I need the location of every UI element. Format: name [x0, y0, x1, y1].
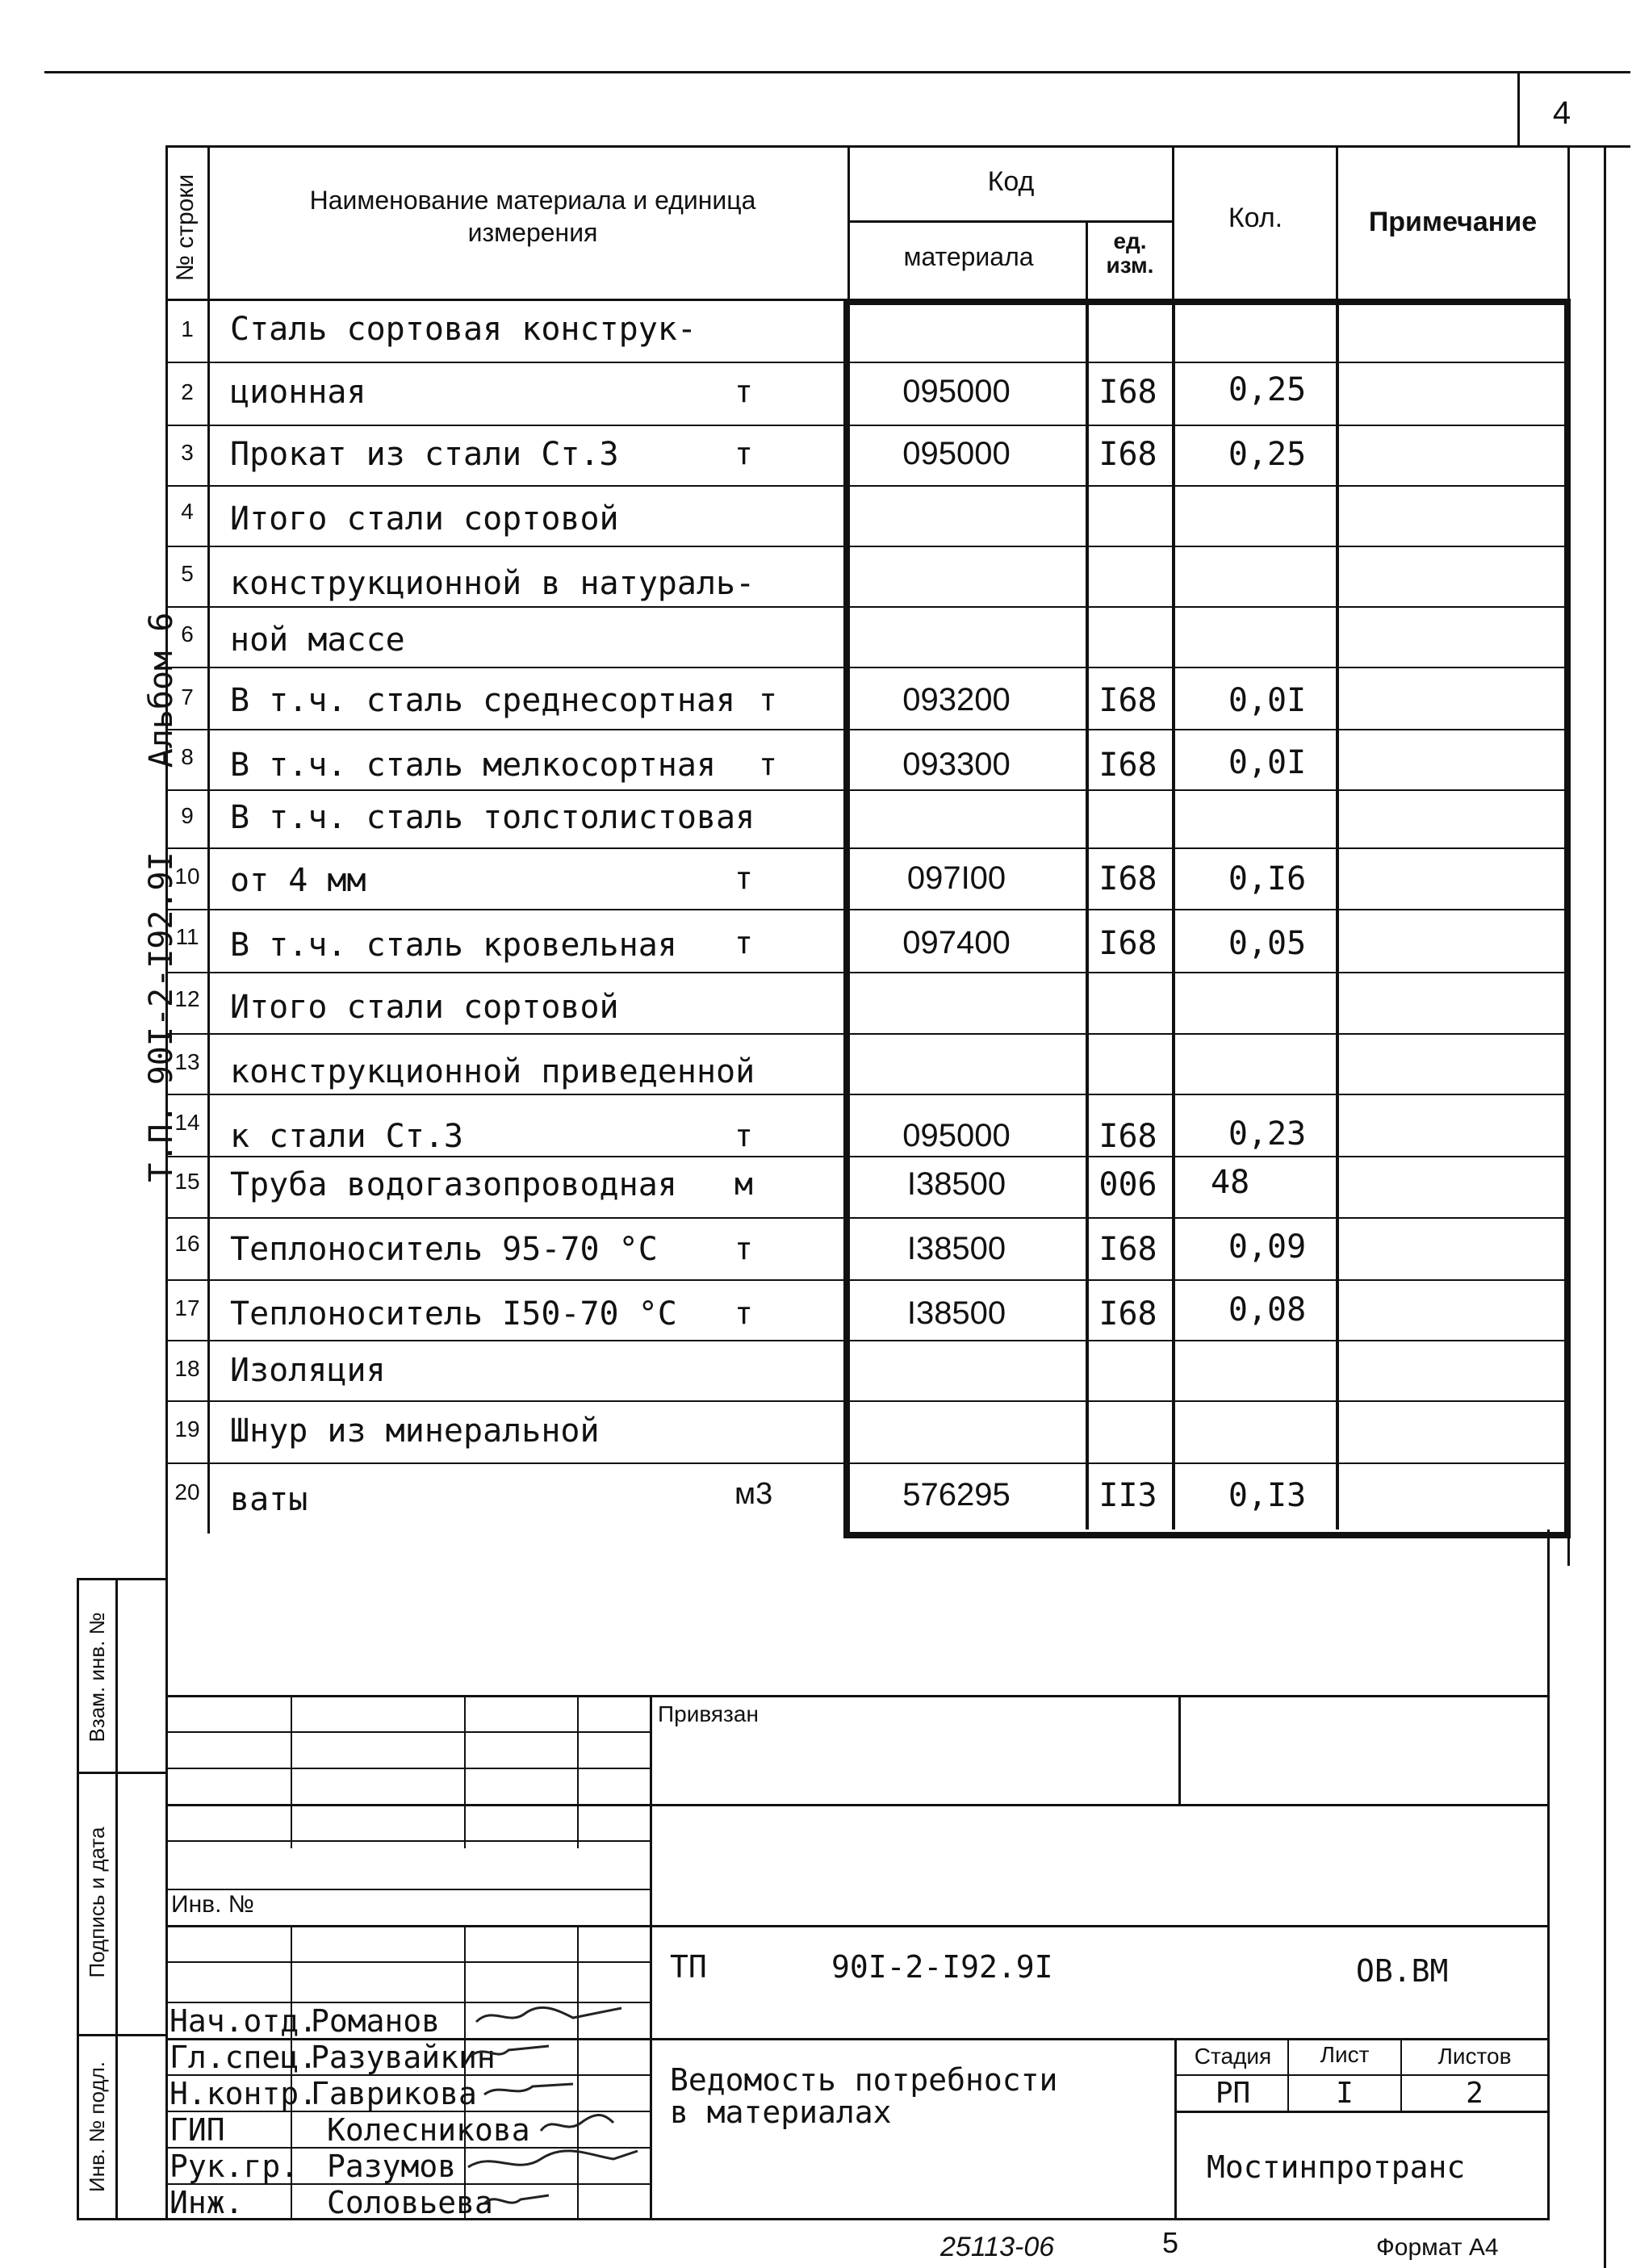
data-col-unitcode	[1086, 299, 1089, 1529]
stage-label: Стадия	[1194, 2044, 1272, 2069]
row-unit-code: I68	[1098, 860, 1157, 898]
row-line	[165, 667, 1566, 668]
row-name: Итого стали сортовой	[230, 500, 619, 538]
row-line	[165, 972, 1566, 973]
footer-number: 5	[1162, 2226, 1179, 2259]
data-col-qty	[1172, 299, 1175, 1529]
role-name: Колесникова	[327, 2112, 530, 2148]
row-unit: т	[734, 1231, 753, 1266]
row-qty: 0,I3	[1228, 1477, 1307, 1514]
row-unit: т	[734, 1118, 753, 1153]
row-number: 5	[181, 561, 194, 586]
row-number: 9	[181, 803, 194, 828]
stage-value: РП	[1215, 2077, 1251, 2110]
row-number: 3	[181, 440, 194, 465]
row-name: от 4 мм	[230, 862, 366, 899]
row-name: ной массе	[230, 621, 405, 659]
side-stamp-top	[77, 1578, 167, 1580]
row-line	[165, 1217, 1566, 1219]
row-unit: т	[734, 925, 753, 960]
row-name: Итого стали сортовой	[230, 989, 619, 1026]
footer-format: Формат А4	[1376, 2234, 1499, 2261]
signature-solovyova	[484, 2195, 549, 2203]
project-label: Т.П. 90I-2-I92.9I	[143, 852, 180, 1182]
signature-kolesnikova	[541, 2115, 613, 2131]
row-unit-code: II3	[1098, 1477, 1157, 1514]
col-name-divider	[847, 145, 850, 307]
stamp-line	[1174, 2074, 1550, 2076]
role-label: Инж.	[169, 2185, 244, 2220]
row-unit-code: I68	[1098, 436, 1157, 473]
row-code: 576295	[902, 1477, 1011, 1513]
row-number: 12	[174, 986, 200, 1011]
stamp-line	[1174, 2111, 1550, 2113]
row-line	[165, 1094, 1566, 1095]
page-number-box-left	[1517, 71, 1520, 148]
row-unit-code: I68	[1098, 747, 1157, 784]
row-name: В т.ч. сталь среднесортная	[230, 682, 736, 719]
row-line	[165, 789, 1566, 791]
row-qty: 0,25	[1228, 436, 1307, 473]
frame-right	[1604, 148, 1606, 2268]
row-unit: т	[734, 1295, 753, 1331]
row-line	[165, 1156, 1566, 1157]
row-unit: т	[759, 747, 777, 782]
signature-razuvaykin	[468, 2046, 549, 2058]
row-code: 097400	[902, 925, 1011, 960]
row-number: 20	[174, 1479, 200, 1504]
footer-code: 25113-06	[940, 2232, 1055, 2262]
header-name: Наименование материала и единица измерения	[309, 186, 756, 247]
stamp-vline	[650, 1695, 652, 2220]
row-number: 1	[181, 316, 194, 341]
header-code: Код	[987, 166, 1035, 197]
row-name: В т.ч. сталь кровельная	[230, 927, 677, 964]
row-qty: 0,I6	[1228, 860, 1307, 898]
row-unit-code: I68	[1098, 374, 1157, 411]
row-line	[165, 1340, 1566, 1341]
header-code-material: материала	[903, 242, 1034, 271]
role-name: Соловьева	[327, 2185, 493, 2220]
doc-mark: ОВ.ВМ	[1356, 1953, 1449, 1989]
organization: Мостинпротранс	[1207, 2149, 1466, 2185]
row-code: 093200	[902, 682, 1011, 718]
row-unit-code: 006	[1098, 1166, 1157, 1203]
row-name: В т.ч. сталь мелкосортная	[230, 747, 717, 784]
row-line	[165, 546, 1566, 547]
stamp-frame-left	[165, 1525, 168, 2220]
stamp-vline	[1178, 1695, 1181, 1806]
role-name: Разумов	[327, 2149, 457, 2184]
role-label: Н.контр.	[169, 2076, 318, 2111]
role-label: Нач.отд.	[169, 2003, 318, 2039]
header-qty: Кол.	[1228, 203, 1283, 233]
row-line	[165, 1279, 1566, 1281]
signature-romanov	[476, 2007, 621, 2022]
role-label: Рук.гр.	[169, 2149, 299, 2184]
role-label: Гл.спец.	[169, 2040, 318, 2075]
row-name: Теплоноситель 95-70 °С	[230, 1231, 658, 1268]
row-unit: т	[734, 436, 753, 471]
page-number: 4	[1552, 95, 1571, 131]
stamp-vline	[577, 1695, 579, 1848]
row-code: 095000	[902, 436, 1011, 471]
stamp-line	[165, 1925, 1550, 1927]
row-number: 8	[181, 744, 194, 769]
row-number: 18	[174, 1356, 200, 1381]
row-unit-code: I68	[1098, 925, 1157, 962]
row-number: 13	[174, 1049, 200, 1074]
table-top	[165, 145, 1570, 148]
stamp-vline	[291, 1695, 292, 1848]
signature-gavrikova	[484, 2084, 573, 2094]
sheet-value: I	[1336, 2077, 1354, 2110]
header-note: Примечание	[1368, 207, 1538, 237]
top-rule	[44, 71, 1630, 73]
col-qty-divider	[1172, 145, 1174, 307]
doc-number: 90I-2-I92.9I	[831, 1949, 1053, 1985]
col-note-divider	[1336, 145, 1338, 307]
row-qty: 0,09	[1228, 1228, 1307, 1266]
row-unit: т	[759, 682, 777, 718]
row-line	[165, 847, 1566, 849]
doc-title-1: Ведомость потребности	[670, 2062, 1058, 2098]
row-unit: м3	[734, 1477, 773, 1511]
row-number: 11	[175, 924, 199, 949]
inv-podl-label: Инв. № подл.	[85, 2061, 109, 2192]
row-code: 095000	[902, 1118, 1011, 1153]
doc-title-2: в материалах	[670, 2094, 892, 2130]
header-code-unit-2: изм.	[1106, 253, 1154, 278]
sheets-value: 2	[1466, 2077, 1483, 2110]
row-name: к стали Ст.3	[230, 1118, 463, 1155]
row-unit: м	[734, 1166, 753, 1202]
code-subheader-line	[847, 220, 1174, 223]
row-qty: 0,08	[1228, 1291, 1307, 1329]
row-qty: 0,05	[1228, 925, 1307, 962]
row-number: 15	[174, 1169, 200, 1194]
vzam-inv-label: Взам. инв. №	[85, 1612, 109, 1743]
side-stamp-div1	[77, 1772, 167, 1774]
row-name: ваты	[230, 1481, 308, 1518]
row-name: Прокат из стали Ст.3	[230, 436, 619, 473]
row-unit-code: I68	[1098, 1295, 1157, 1333]
row-unit-code: I68	[1098, 1118, 1157, 1155]
signature-razumov	[468, 2151, 638, 2167]
role-label: ГИП	[169, 2112, 225, 2148]
row-qty: 48	[1211, 1164, 1250, 1201]
row-code: 095000	[902, 374, 1011, 409]
row-number: 2	[181, 379, 194, 404]
side-stamp-left	[77, 1578, 79, 2220]
row-unit-code: I68	[1098, 1231, 1157, 1268]
row-line	[165, 606, 1566, 608]
row-qty: 0,23	[1228, 1115, 1307, 1153]
row-number: 16	[174, 1231, 200, 1256]
row-number: 17	[174, 1295, 200, 1320]
row-line	[165, 1462, 1566, 1464]
album-label: Альбом 6	[143, 612, 180, 768]
row-line	[165, 729, 1566, 730]
row-qty: 0,25	[1228, 371, 1307, 408]
row-line	[165, 362, 1566, 363]
podpis-data-label: Подпись и дата	[85, 1827, 109, 1978]
row-name: Труба водогазопроводная	[230, 1166, 677, 1203]
role-name: Разувайкин	[311, 2040, 496, 2075]
row-name: Шнур из минеральной	[230, 1412, 600, 1450]
stamp-vline	[464, 1695, 466, 1848]
sheet-label: Лист	[1320, 2042, 1370, 2067]
stamp-line	[165, 1804, 1550, 1806]
side-stamp-right	[115, 1578, 118, 2220]
role-name: Романов	[311, 2003, 441, 2039]
row-name: Изоляция	[230, 1352, 386, 1389]
row-name: Сталь сортовая конструк-	[230, 311, 697, 348]
row-number: 7	[181, 684, 194, 709]
doc-prefix: ТП	[670, 1949, 707, 1985]
row-qty: 0,0I	[1228, 744, 1307, 781]
row-number: 6	[181, 621, 194, 647]
row-code: I38500	[906, 1295, 1006, 1331]
inv-no-label: Инв. №	[171, 1891, 254, 1918]
row-code: I38500	[906, 1166, 1006, 1202]
privyazan-label: Привязан	[658, 1701, 759, 1726]
stamp-frame-right	[1547, 1529, 1550, 2220]
row-number: 10	[174, 864, 200, 889]
row-code: 097I00	[906, 860, 1006, 896]
row-code: I38500	[906, 1231, 1006, 1266]
sheets-label: Листов	[1437, 2044, 1512, 2069]
row-name: В т.ч. сталь толстолистовая	[230, 799, 755, 836]
data-col-note	[1336, 299, 1339, 1529]
row-number: 14	[174, 1110, 200, 1135]
header-code-unit-1: ед.	[1113, 228, 1147, 253]
col-rowno-divider	[207, 145, 210, 1534]
row-code: 093300	[902, 747, 1011, 782]
row-number: 19	[174, 1416, 200, 1442]
role-name: Гаврикова	[311, 2076, 477, 2111]
stamp-vline	[1174, 2038, 1177, 2220]
row-line	[165, 1400, 1566, 1402]
header-row-no: № строки	[172, 174, 199, 282]
row-unit: т	[734, 374, 753, 409]
row-line	[165, 909, 1566, 910]
row-name: конструкционной приведенной	[230, 1053, 755, 1090]
row-number: 4	[181, 499, 194, 524]
row-name: ционная	[230, 374, 366, 411]
row-name: Теплоноситель I50-70 °С	[230, 1295, 677, 1333]
row-unit: т	[734, 860, 753, 896]
signatures	[452, 1994, 646, 2220]
stamp-line	[165, 1695, 1550, 1697]
stamp-line	[165, 1889, 650, 1890]
row-line	[165, 1033, 1566, 1035]
row-line	[165, 425, 1566, 426]
row-qty: 0,0I	[1228, 682, 1307, 719]
row-unit-code: I68	[1098, 682, 1157, 719]
row-line	[165, 485, 1566, 487]
row-name: конструкционной в натураль-	[230, 565, 755, 602]
